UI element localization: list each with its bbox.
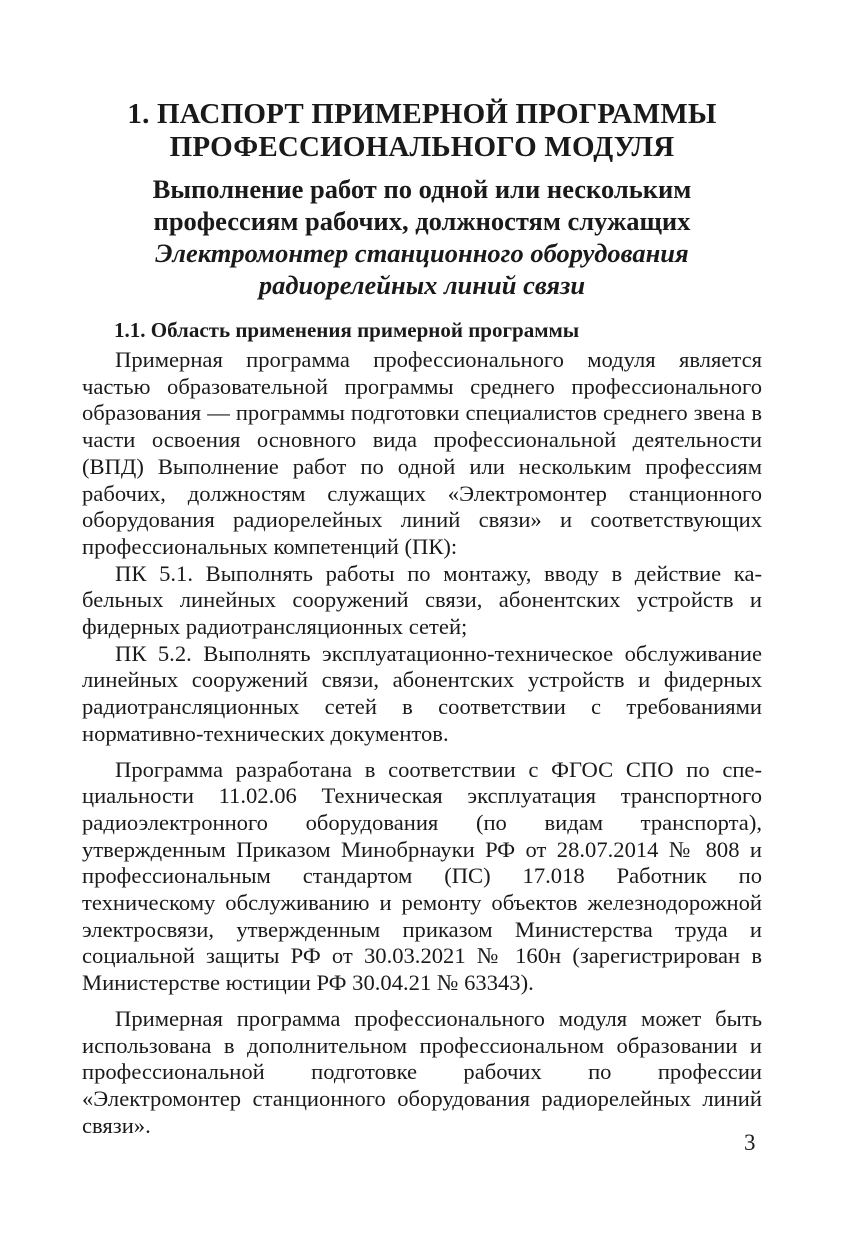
subtitle-line-1: Выполнение работ по одной или нескольким bbox=[152, 174, 692, 204]
paragraph-intro: Примерная программа профессионального модуля является частью образовательной программы среднего профессионального образования — программы подготовки специалистов среднего звена в части освоения основного вида профессиональной деятельности (ВПД) Выполнение работ по одной или нескольким профессиям рабочих, должностям служащих «Электромонтер станционного оборудования радиорелейных линий связи» и соответствующих профессиональных компетенций (ПК): bbox=[82, 347, 762, 559]
subtitle-line-4: радиорелейных линий связи bbox=[258, 270, 586, 300]
title-line-2: ПРОФЕССИОНАЛЬНОГО МОДУЛЯ bbox=[169, 131, 675, 163]
paragraph-pk-5-1: ПК 5.1. Выполнять работы по монтажу, вводу в действие кабельных линейных сооружений связи, абонентских устройств и фидерных радиотрансляционных сетей; bbox=[82, 560, 762, 640]
subtitle-line-3: Электромонтер станционного оборудования bbox=[155, 238, 689, 268]
title-line-1: 1. ПАСПОРТ ПРИМЕРНОЙ ПРОГРАММЫ bbox=[127, 98, 717, 130]
module-subtitle bbox=[82, 173, 762, 301]
paragraph-standards: Программа разработана в соответствии с ФГОС СПО по специальности 11.02.06 Техническая эксплуатация транспортного радиоэлектронного оборудования (по видам транспорта), утвержденным Приказом Минобрнауки РФ от 28.07.2014 № 808 и профессиональным стандартом (ПС) 17.018 Работник по техническому обслуживанию и ремонту объектов железнодорожной электросвязи, утвержденным приказом Министерства труда и социальной защиты РФ от 30.03.2021 № 160н (зарегистрирован в Министерстве юстиции РФ 30.04.21 № 63343). bbox=[82, 756, 762, 996]
subtitle-line-2: профессиям рабочих, должностям служащих bbox=[153, 206, 691, 236]
page-number: 3 bbox=[744, 1130, 756, 1155]
document-page bbox=[82, 98, 762, 1139]
section-heading: 1.1. Область применения примерной программы bbox=[114, 318, 580, 342]
page-title bbox=[82, 98, 762, 164]
paragraph-usage: Примерная программа профессионального модуля может быть использована в дополнительном профессиональном образовании и профессиональной подготовке рабочих по профессии «Электромонтер станционного оборудования радиорелейных линий связи». bbox=[82, 1005, 762, 1138]
paragraph-pk-5-2: ПК 5.2. Выполнять эксплуатационно-техническое обслуживание линейных сооружений связи, абонентских устройств и фидерных радиотрансляционных сетей в соответствии с требованиями нормативно-технических документов. bbox=[82, 640, 762, 746]
